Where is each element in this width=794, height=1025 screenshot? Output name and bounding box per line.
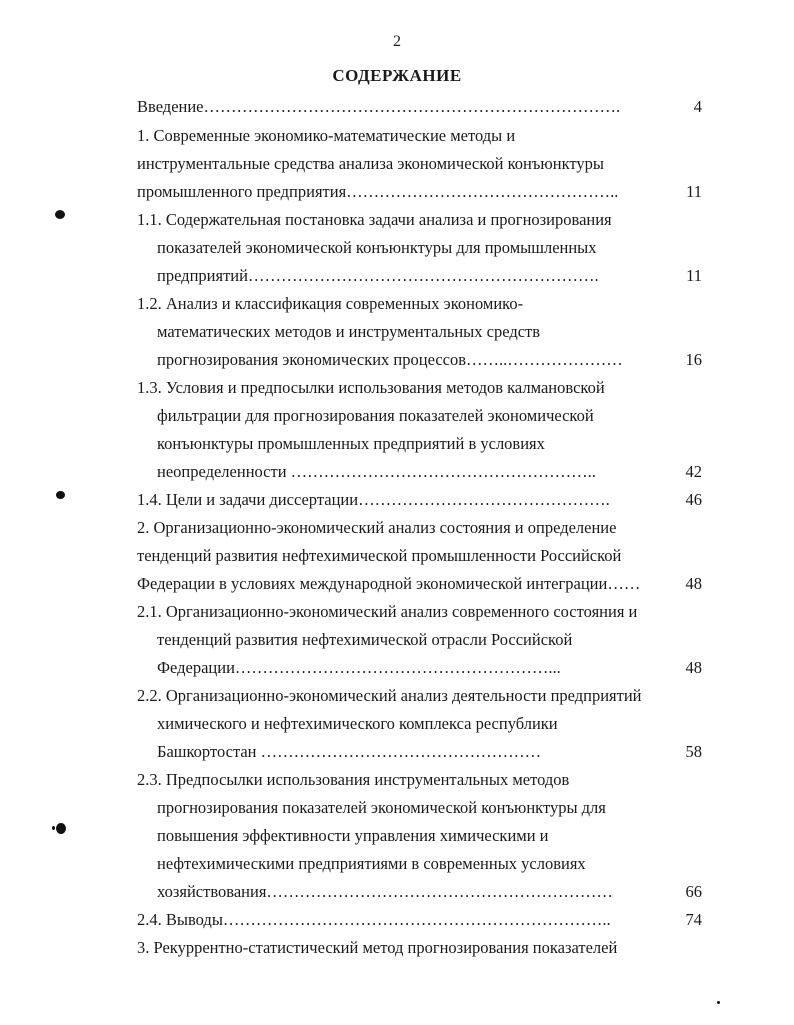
toc-line: повышения эффективности управления химическими и bbox=[157, 826, 549, 845]
toc-page-number: 46 bbox=[685, 490, 702, 509]
toc-line: предприятий………………………………………………………. bbox=[157, 266, 599, 285]
toc-page-number: 4 bbox=[693, 97, 702, 116]
toc-line: Федерации в условиях международной экономической интеграции…… bbox=[137, 574, 641, 593]
toc-line: прогнозирования показателей экономической конъюнктуры для bbox=[157, 798, 606, 817]
toc-line: нефтехимическими предприятиями в современных условиях bbox=[157, 854, 586, 873]
page-number: 2 bbox=[393, 33, 401, 50]
toc-line: 1.1. Содержательная постановка задачи анализа и прогнозирования bbox=[137, 210, 612, 229]
toc-line: тенденций развития нефтехимической отрасли Российской bbox=[157, 630, 573, 649]
toc-line: инструментальные средства анализа экономической конъюнктуры bbox=[137, 154, 604, 173]
scan-mark bbox=[55, 210, 65, 219]
toc-line: 2.1. Организационно-экономический анализ современного состояния и bbox=[137, 602, 638, 621]
toc-title: СОДЕРЖАНИЕ bbox=[332, 66, 462, 85]
toc-page-number: 66 bbox=[685, 882, 702, 901]
toc-line: 2.3. Предпосылки использования инструментальных методов bbox=[137, 770, 570, 789]
toc-line: тенденций развития нефтехимической промышленности Российской bbox=[137, 546, 622, 565]
toc-page-number: 11 bbox=[686, 182, 702, 201]
scan-mark bbox=[56, 823, 66, 834]
toc-line: Введение…………………………………………………………………. bbox=[137, 97, 621, 116]
toc-page-number: 42 bbox=[685, 462, 702, 481]
toc-line: промышленного предприятия………………………………………….. bbox=[137, 182, 619, 201]
toc-line: фильтрации для прогнозирования показателей экономической bbox=[157, 406, 594, 425]
toc-page-number: 48 bbox=[685, 574, 702, 593]
scan-mark bbox=[56, 491, 65, 499]
scan-mark bbox=[52, 826, 55, 830]
toc-line: 2. Организационно-экономический анализ состояния и определение bbox=[137, 518, 617, 537]
toc-page-number: 11 bbox=[686, 266, 702, 285]
scan-mark bbox=[717, 1001, 720, 1004]
toc-line: неопределенности ……………………………………………….. bbox=[157, 462, 596, 481]
toc-line: конъюнктуры промышленных предприятий в условиях bbox=[157, 434, 545, 453]
toc-line: Федерации…………………………………………………... bbox=[157, 658, 561, 677]
toc-line: 2.2. Организационно-экономический анализ деятельности предприятий bbox=[137, 686, 642, 705]
toc-line: показателей экономической конъюнктуры для промышленных bbox=[157, 238, 597, 257]
toc-line: математических методов и инструментальных средств bbox=[157, 322, 541, 341]
toc-line: 2.4. Выводы…………………………………………………………….. bbox=[137, 910, 611, 929]
toc-line: 3. Рекуррентно-статистический метод прогнозирования показателей bbox=[137, 938, 618, 957]
toc-page-number: 16 bbox=[685, 350, 702, 369]
toc-line: 1.3. Условия и предпосылки использования методов калмановской bbox=[137, 378, 605, 397]
toc-line: Башкортостан …………………………………………… bbox=[157, 742, 542, 761]
toc-page-number: 58 bbox=[685, 742, 702, 761]
toc-line: 1.2. Анализ и классификация современных экономико- bbox=[137, 294, 524, 313]
toc-line: прогнозирования экономических процессов……..………………… bbox=[157, 350, 623, 369]
toc-line: хозяйствования……………………………………………………… bbox=[157, 882, 613, 901]
toc-line: 1.4. Цели и задачи диссертации………………………………………. bbox=[137, 490, 610, 509]
toc-line: химического и нефтехимического комплекса республики bbox=[157, 714, 558, 733]
toc-page-number: 48 bbox=[685, 658, 702, 677]
toc-page-number: 74 bbox=[685, 910, 702, 929]
toc-line: 1. Современные экономико-математические методы и bbox=[137, 126, 516, 145]
